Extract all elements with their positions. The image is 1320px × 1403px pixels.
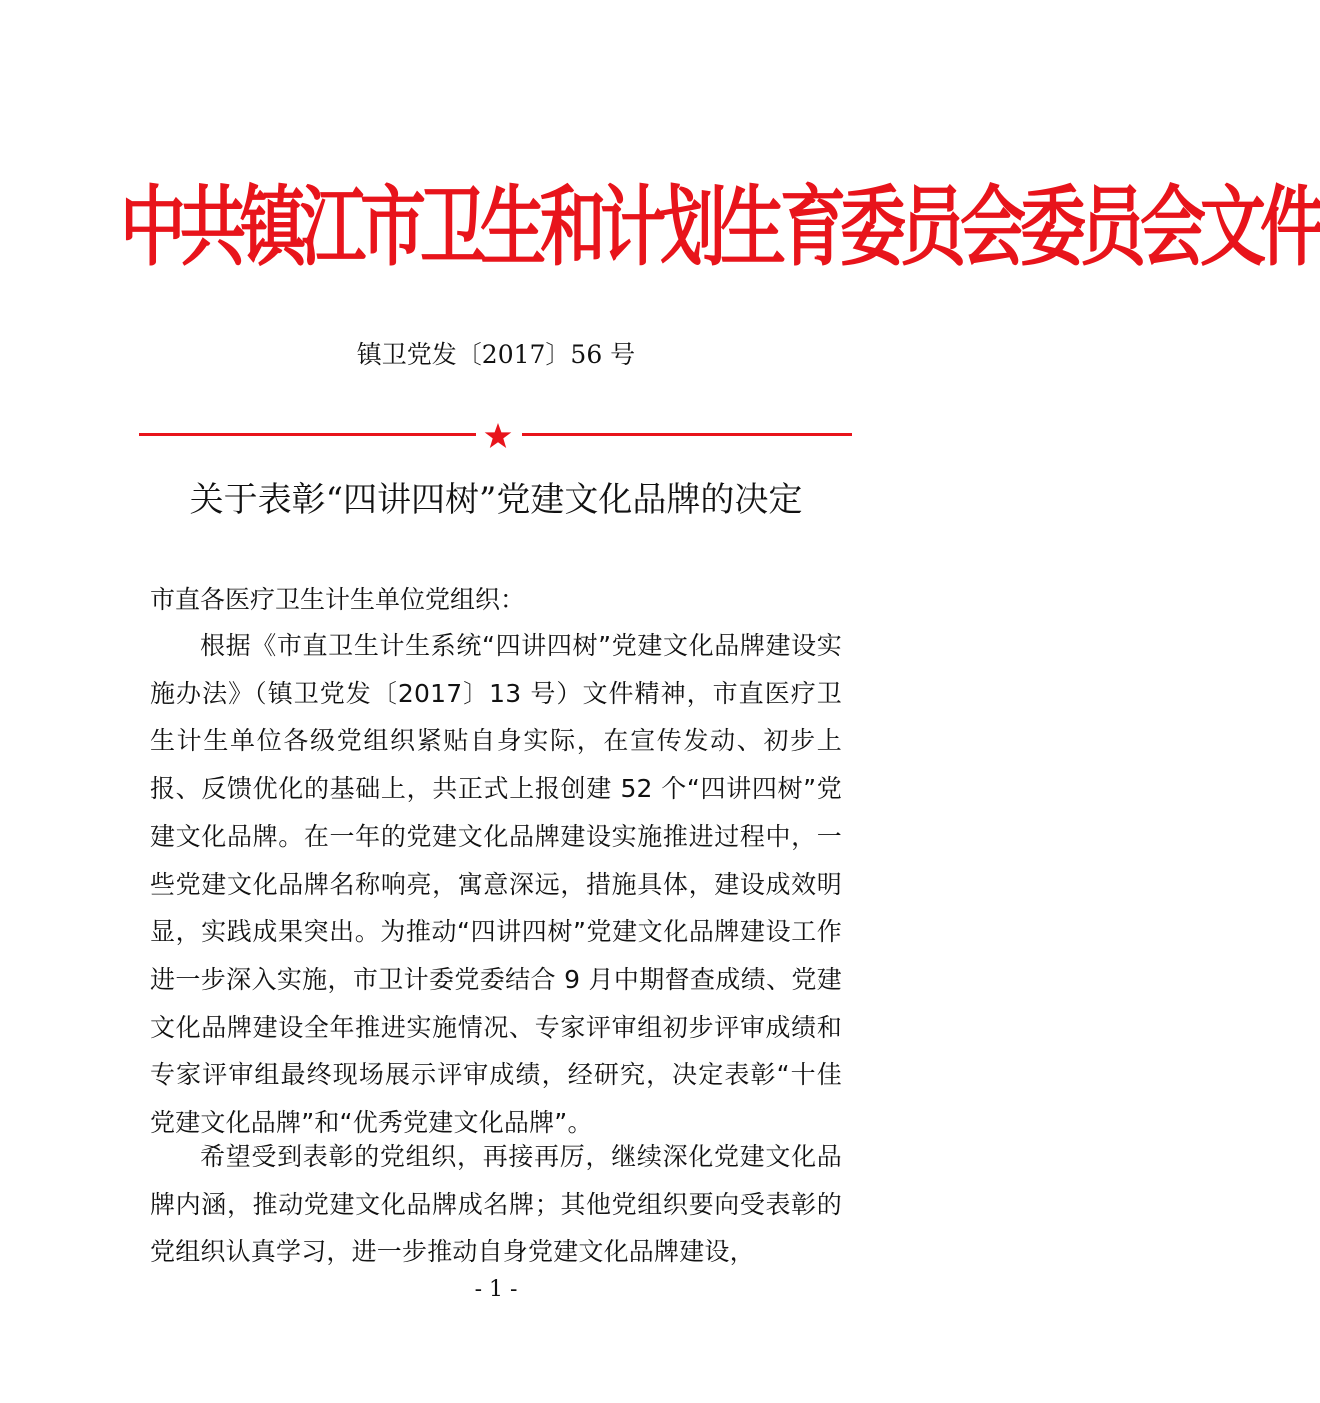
body-paragraph-1: 根据《市直卫生计生系统“四讲四树”党建文化品牌建设实施办法》（镇卫党发〔2017〕13 号）文件精神，市直医疗卫生计生单位各级党组织紧贴自身实际，在宣传发动、初步上报、反馈优化的基础上，共正式上报创建 52 个“四讲四树”党建文化品牌。在一年的党建文化品牌建设实施推进过程中，一些党建文化品牌名称响亮，寓意深远，措施具体，建设成效明显，实践成果突出。为推动“四讲四树”党建文化品牌建设工作进一步深入实施，市卫计委党委结合 9 月中期督查成绩、党建文化品牌建设全年推进实施情况、专家评审组初步评审成绩和专家评审组最终现场展示评审成绩，经研究，决定表彰“十佳党建文化品牌”和“优秀党建文化品牌”。 bbox=[150, 631, 842, 1138]
salutation: 市直各医疗卫生计生单位党组织： bbox=[150, 585, 526, 614]
document-title: 关于表彰“四讲四树”党建文化品牌的决定 bbox=[189, 480, 803, 520]
document-masthead: 中共镇江市卫生和计划生育委员会委员会文件 bbox=[120, 176, 1320, 279]
document-number: 镇卫党发〔2017〕56 号 bbox=[356, 340, 636, 369]
page-number: - 1 - bbox=[474, 1277, 518, 1302]
red-star-icon bbox=[483, 421, 513, 451]
body-paragraph-2: 希望受到表彰的党组织，再接再厉，继续深化党建文化品牌内涵，推动党建文化品牌成名牌；其他党组织要向受表彰的党组织认真学习，进一步推动自身党建文化品牌建设， bbox=[150, 1142, 842, 1267]
red-divider-right bbox=[522, 433, 852, 436]
red-divider-left bbox=[139, 433, 476, 436]
